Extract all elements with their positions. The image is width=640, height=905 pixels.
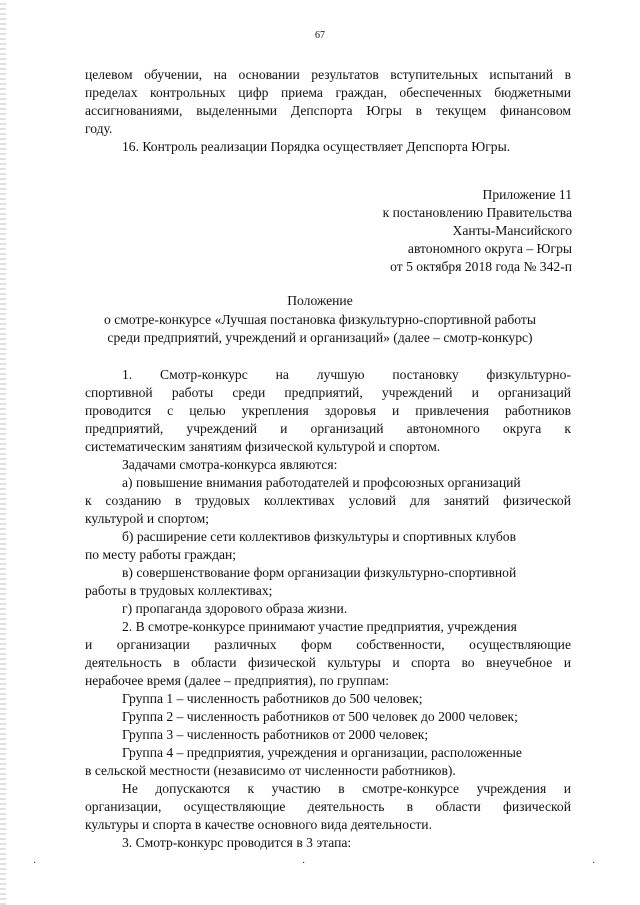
text-line: и организации различных форм собственности, осуществляющие bbox=[85, 637, 571, 652]
text-line: пределах контрольных цифр приема граждан, обеспеченных бюджетными bbox=[85, 85, 571, 100]
text-line: 16. Контроль реализации Порядка осуществляет Депспорта Югры. bbox=[122, 139, 511, 154]
text-line: к созданию в трудовых коллективах условий для занятий физической bbox=[85, 493, 571, 508]
text-line: 3. Смотр-конкурс проводится в 3 этапа: bbox=[122, 835, 352, 850]
text-line: нерабочее время (далее – предприятия), по группам: bbox=[85, 673, 390, 688]
text-line: ассигнованиями, выделенными Депспорта Югры в текущем финансовом bbox=[85, 103, 571, 118]
text-line: культуры и спорта в качестве основного вида деятельности. bbox=[85, 817, 432, 832]
text-line: году. bbox=[85, 121, 113, 136]
text-line: культурой и спортом; bbox=[85, 511, 209, 526]
doc-subheading: среди предприятий, учреждений и организаций» (далее – смотр-конкурс) bbox=[107, 330, 533, 345]
text-line: Группа 1 – численность работников до 500 человек; bbox=[122, 691, 423, 706]
text-line: Задачами смотра-конкурса являются: bbox=[122, 457, 338, 472]
text-line: 2. В смотре-конкурсе принимают участие предприятия, учреждения bbox=[122, 619, 517, 634]
text-line: деятельность в области физической культуры и спорта во внеучебное и bbox=[85, 655, 571, 670]
text-line: а) повышение внимания работодателей и профсоюзных организаций bbox=[122, 475, 521, 490]
appendix-line: автономного округа – Югры bbox=[407, 241, 572, 256]
text-line: систематическим занятиям физической культурой и спортом. bbox=[85, 439, 441, 454]
page-number: 67 bbox=[315, 30, 325, 41]
appendix-title: Приложение 11 bbox=[482, 187, 572, 202]
text-line: предприятий, учреждений и организаций автономного округа к bbox=[85, 421, 571, 436]
text-line: 1. Смотр-конкурс на лучшую постановку физкультурно- bbox=[122, 367, 571, 382]
appendix-date: от 5 октября 2018 года № 342-п bbox=[390, 259, 572, 274]
appendix-line: Ханты-Мансийского bbox=[452, 223, 572, 238]
doc-heading: Положение bbox=[287, 293, 353, 308]
text-line: в) совершенствование форм организации физкультурно-спортивной bbox=[122, 565, 517, 580]
appendix-line: к постановлению Правительства bbox=[382, 205, 572, 220]
text-line: работы в трудовых коллективах; bbox=[85, 583, 273, 598]
scan-speck: · bbox=[302, 858, 306, 869]
text-line: в сельской местности (независимо от численности работников). bbox=[85, 763, 456, 778]
text-line: организации, осуществляющие деятельность в области физической bbox=[85, 799, 571, 814]
text-line: Группа 2 – численность работников от 500 человек до 2000 человек; bbox=[122, 709, 518, 724]
text-line: Группа 3 – численность работников от 2000 человек; bbox=[122, 727, 429, 742]
text-line: Группа 4 – предприятия, учреждения и организации, расположенные bbox=[122, 745, 522, 760]
scan-edge bbox=[0, 0, 6, 905]
text-line: б) расширение сети коллективов физкультуры и спортивных клубов bbox=[122, 529, 517, 544]
text-line: по месту работы граждан; bbox=[85, 547, 237, 562]
doc-subheading: о смотре-конкурсе «Лучшая постановка физкультурно-спортивной работы bbox=[104, 312, 536, 327]
text-line: г) пропаганда здорового образа жизни. bbox=[122, 601, 348, 616]
scan-speck: · bbox=[33, 858, 37, 869]
text-line: проводится с целью укрепления здоровья и привлечения работников bbox=[85, 403, 571, 418]
text-line: Не допускаются к участию в смотре-конкурсе учреждения и bbox=[122, 781, 571, 796]
text-line: спортивной работы среди предприятий, учреждений и организаций bbox=[85, 385, 571, 400]
text-line: целевом обучении, на основании результатов вступительных испытаний в bbox=[85, 67, 571, 82]
scan-speck: · bbox=[592, 858, 596, 869]
